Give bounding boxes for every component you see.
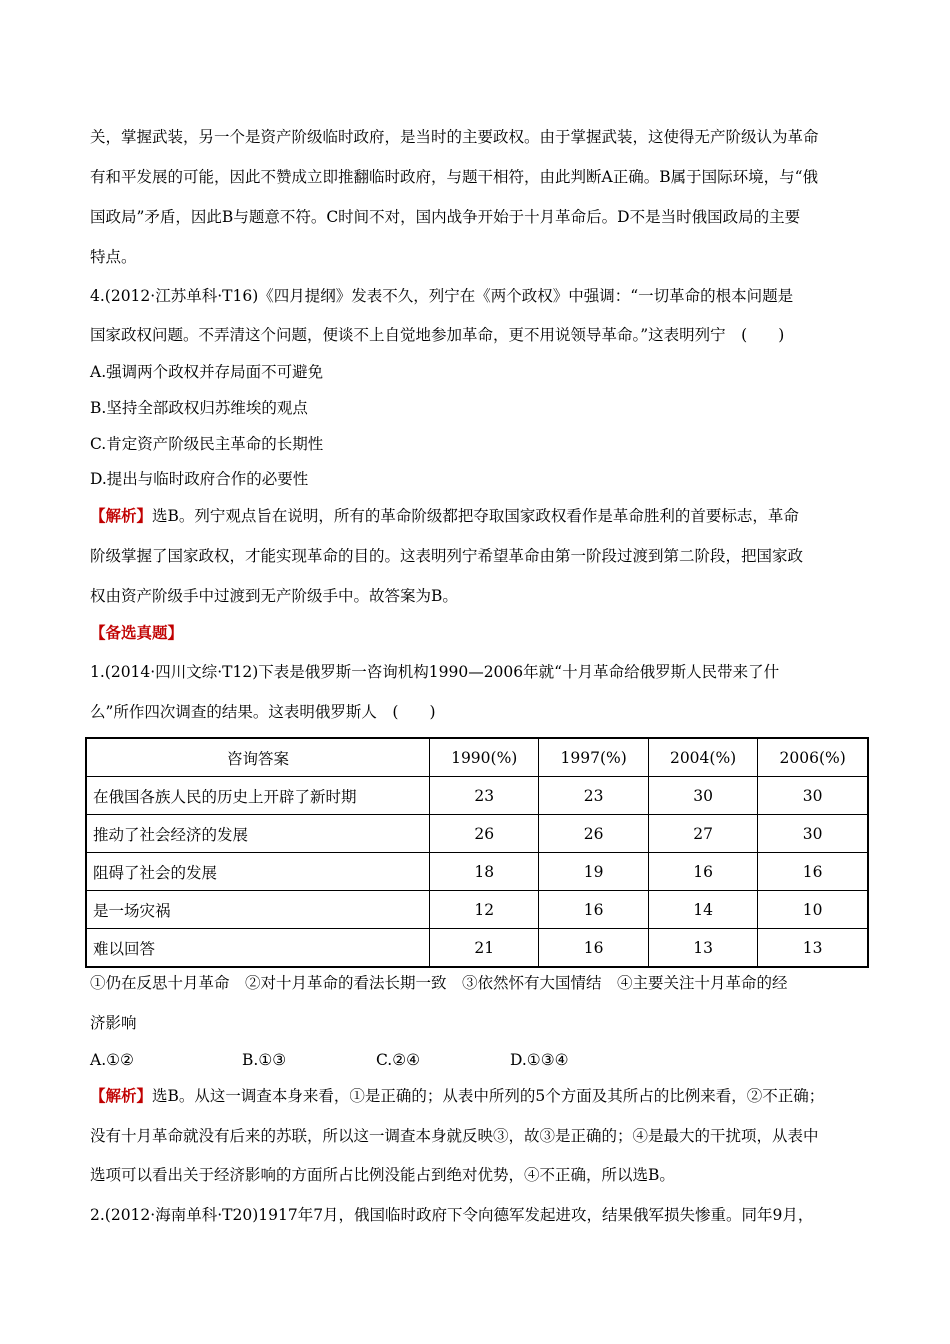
table-cell: 12 [430,891,539,929]
table-cell: 16 [539,929,648,968]
table-cell: 阻碍了社会的发展 [86,853,430,891]
table-row [86,815,868,853]
backup-question-1-statements: 济影响 [90,1014,137,1032]
text-line: 关，掌握武装，另一个是资产阶级临时政府，是当时的主要政权。由于掌握武装，这使得无产阶级认为革命 [90,128,819,146]
option-b: B.①③ [242,1051,287,1069]
table-cell: 26 [539,815,648,853]
table-cell: 27 [648,815,757,853]
analysis-text: 没有十月革命就没有后来的苏联，所以这一调查本身就反映③，故③是正确的；④是最大的干扰项，从表中 [90,1127,819,1145]
backup-question-1-statements: ①仍在反思十月革命 ②对十月革命的看法长期一致 ③依然怀有大国情结 ④主要关注十月革命的经 [90,974,788,992]
table-header: 1997(%) [539,738,648,777]
table-cell: 13 [648,929,757,968]
table-row [86,853,868,891]
analysis-b1 [90,1085,870,1107]
analysis-text: 选项可以看出关于经济影响的方面所占比例没能占到绝对优势，④不正确，所以选B。 [90,1166,675,1184]
backup-question-2-stem: 2.(2012·海南单科·T20)1917年7月，俄国临时政府下令向德军发起进攻，结果俄军损失惨重。同年9月， [90,1206,814,1224]
analysis-tag: 【解析】 [90,1086,153,1105]
table-cell: 推动了社会经济的发展 [86,815,430,853]
table-header: 2006(%) [758,738,868,777]
table-cell: 21 [430,929,539,968]
backup-question-1-options [90,1049,870,1071]
table-cell: 13 [758,929,868,968]
table-cell: 23 [539,777,648,815]
analysis-text: 权由资产阶级手中过渡到无产阶级手中。故答案为B。 [90,587,458,605]
table-header: 1990(%) [430,738,539,777]
analysis-tag: 【解析】 [90,506,153,525]
backup-question-1-stem: 么”所作四次调查的结果。这表明俄罗斯人 ( ) [90,703,436,721]
table-cell: 在俄国各族人民的历史上开辟了新时期 [86,777,430,815]
table-header: 2004(%) [648,738,757,777]
question-4-option-b: B.坚持全部政权归苏维埃的观点 [90,399,308,417]
text-line: 国政局”矛盾，因此B与题意不符。C时间不对，国内战争开始于十月革命后。D不是当时俄国政局的主要 [90,208,801,226]
table-row [86,777,868,815]
option-c: C.②④ [376,1051,421,1069]
backup-question-1-stem: 1.(2014·四川文综·T12)下表是俄罗斯一咨询机构1990—2006年就“十月革命给俄罗斯人民带来了什 [90,663,780,681]
analysis-text: 阶级掌握了国家政权，才能实现革命的目的。这表明列宁希望革命由第一阶段过渡到第二阶段，把国家政 [90,547,804,565]
table-cell: 16 [539,891,648,929]
table-cell: 14 [648,891,757,929]
table-cell: 23 [430,777,539,815]
analysis-text: 选B。从这一调查本身来看，①是正确的；从表中所列的5个方面及其所占的比例来看，②不正确； [152,1087,825,1105]
question-4-option-a: A.强调两个政权并存局面不可避免 [90,363,324,381]
table-cell: 是一场灾祸 [86,891,430,929]
table-cell: 难以回答 [86,929,430,968]
table-cell: 18 [430,853,539,891]
table-cell: 10 [758,891,868,929]
table-cell: 30 [758,815,868,853]
backup-questions-title: 【备选真题】 [90,623,184,642]
question-4-stem: 4.(2012·江苏单科·T16)《四月提纲》发表不久，列宁在《两个政权》中强调：“一切革命的根本问题是 [90,287,794,305]
table-cell: 30 [758,777,868,815]
question-4-stem: 国家政权问题。不弄清这个问题，便谈不上自觉地参加革命，更不用说领导革命。”这表明列宁 ( ) [90,326,785,344]
table-cell: 26 [430,815,539,853]
question-4-option-c: C.肯定资产阶级民主革命的长期性 [90,435,324,453]
table-cell: 16 [648,853,757,891]
table-header: 咨询答案 [86,738,430,777]
table-header-row [86,738,868,777]
survey-table [85,737,869,968]
table-cell: 19 [539,853,648,891]
question-4-option-d: D.提出与临时政府合作的必要性 [90,470,309,488]
analysis-4 [90,505,870,527]
text-line: 特点。 [90,248,137,266]
table-cell: 16 [758,853,868,891]
table-row [86,929,868,968]
option-d: D.①③④ [510,1051,569,1069]
option-a: A.①② [90,1051,134,1069]
table-cell: 30 [648,777,757,815]
table-row [86,891,868,929]
analysis-text: 选B。列宁观点旨在说明，所有的革命阶级都把夺取国家政权看作是革命胜利的首要标志，革命 [152,507,799,525]
text-line: 有和平发展的可能，因此不赞成立即推翻临时政府，与题干相符，由此判断A正确。B属于国际环境，与“俄 [90,168,819,186]
